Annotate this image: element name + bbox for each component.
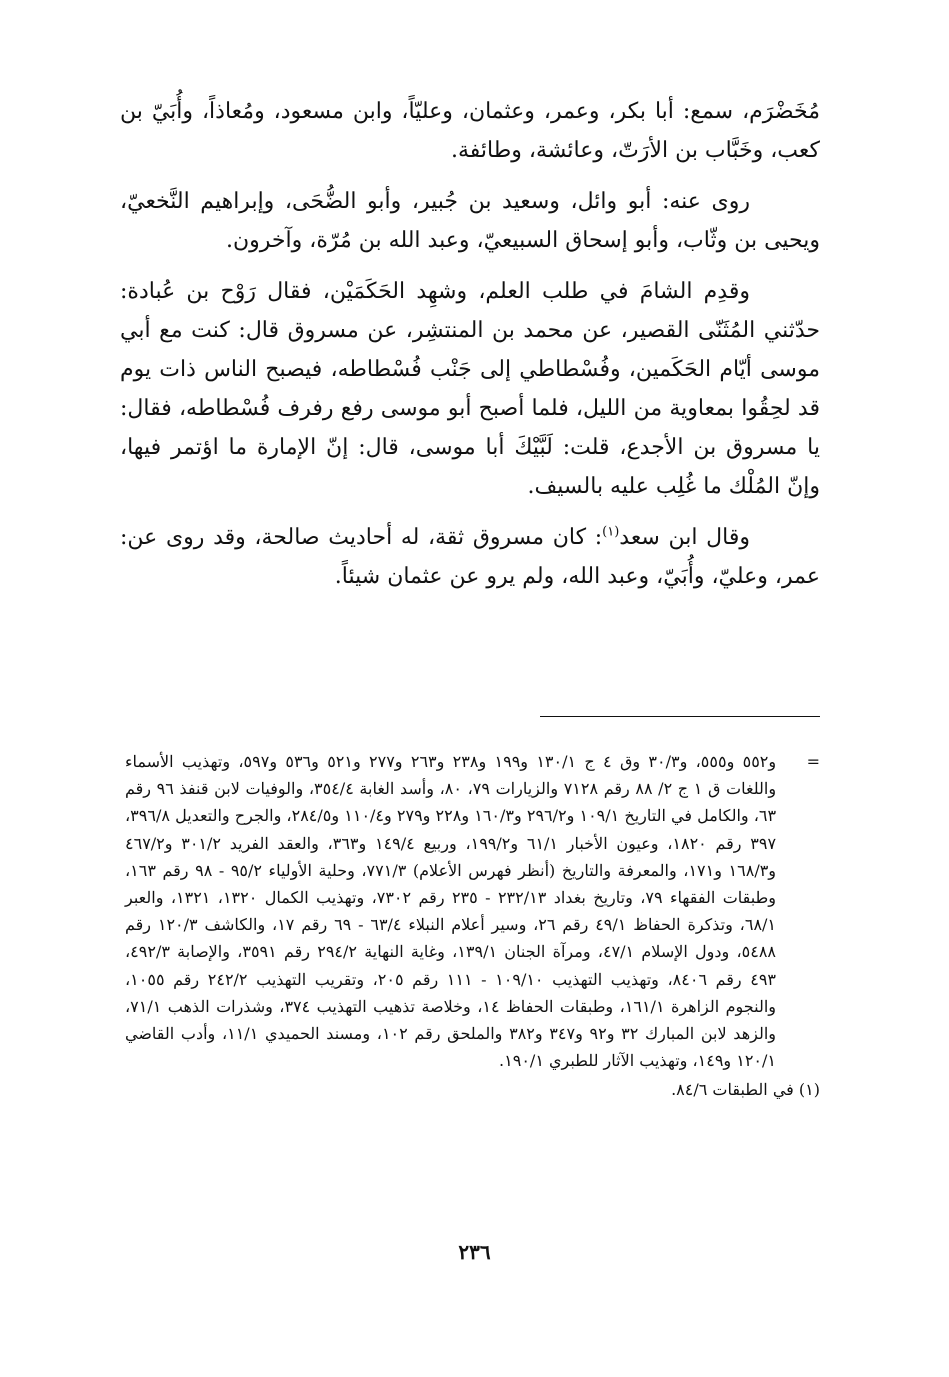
continuation-marker: = [806, 752, 820, 771]
footnote-1-text: في الطبقات ٨٤/٦. [671, 1080, 794, 1100]
ibn-saad-text-start: وقال ابن سعد [619, 525, 750, 550]
page-number: ٢٣٦ [458, 1240, 491, 1264]
paragraph-ibn-saad [120, 518, 820, 596]
footnote-1-marker: (١) [798, 1080, 820, 1100]
ibn-saad-text-end: : كان مسروق ثقة، له أحاديث صالحة، وقد روى عن: عمر، وعليّ، وأُبَيّ، وعبد الله، ولم يرو عن عثمان شيئاً. [120, 525, 820, 589]
paragraph-narrators: روى عنه: أبو وائل، وسعيد بن جُبير، وأبو الضُّحَى، وإبراهيم النَّخعيّ، ويحيى بن وثّاب، وأبو إسحاق السبيعيّ، وعبد الله بن مُرّة، وآخرون. [120, 189, 820, 253]
footnotes [125, 748, 820, 1104]
main-text [120, 92, 820, 608]
paragraph-biography: مُخَضْرَم، سمع: أبا بكر، وعمر، وعثمان، وعليّاً، وابن مسعود، ومُعاذاً، وأُبَيّ بن كعب، وخَبَّاب بن الأرَتّ، وعائشة، وطائفة. [120, 99, 820, 163]
footnote-ref: (١) [602, 524, 620, 540]
footnote-sources: و٥٥٢ و٥٥٥، و٣٠/٣ وق ٤ ج ١٣٠/١ و١٩٩ و٢٣٨ و٢٦٣ و٢٧٧ و٥٢١ و٥٣٦ و٥٩٧، وتهذيب الأسماء واللغات ق ١ ج ٢/ ٨٨ رقم ٧١٢٨ والزيارات ٧٩، ٨٠، وأسد الغابة ٣٥٤/٤، والوفيات لابن قنفذ ٩٦ رقم ٦٣، والكامل في التاريخ ١٠٩/١ و٢٩٦/٢ و١٦٠/٣ و٢٢٨ و٢٧٩ و١١٠/٤ و٢٨٤/٥، والجرح والتعديل ٣٩٦/٨، ٣٩٧ رقم ١٨٢٠، وعيون الأخبار ٦١/١ و١٩٩/٢، وربيع ١٤٩/٤ و٣٦٣، والعقد الفريد ٣٠١/٢ و٤٦٧/٢ و١٦٨/٣ و١٧١، والمعرفة والتاريخ (أنظر فهرس الأعلام) ٧٧١/٣، وحلية الأولياء ٩٥/٢ - ٩٨ رقم ١٦٣، وطبقات الفقهاء ٧٩، وتاريخ بغداد ٢٣٢/١٣ - ٢٣٥ رقم ٧٣٠٢، وتهذيب الكمال ١٣٢٠، ١٣٢١، والعبر ٦٨/١، وتذكرة الحفاظ ٤٩/١ رقم ٢٦، وسير أعلام النبلاء ٦٣/٤ - ٦٩ رقم ١٧، والكاشف ١٢٠/٣ رقم ٥٤٨٨، ودول الإسلام ٤٧/١، ومرآة الجنان ١٣٩/١، وغاية النهاية ٢٩٤/٢ رقم ٣٥٩١، والإصابة ٤٩٢/٣، ٤٩٣ رقم ٨٤٠٦، وتهذيب التهذيب ١٠٩/١٠ - ١١١ رقم ٢٠٥، وتقريب التهذيب ٢٤٢/٢ رقم ١٠٥٥، والنجوم الزاهرة ١٦١/١، وطبقات الحفاظ ١٤، وخلاصة تذهيب التهذيب ٣٧٤، وشذرات الذهب ٧١/١، والزهد لابن المبارك ٣٢ و٩٢ و٣٤٧ و٣٨٢ والملحق رقم ١٠٢، ومسند الحميدي ١١/١، وأدب القاضي ١٢٠/١ و١٤٩، وتهذيب الآثار للطبري ١٩٠/١. [125, 752, 777, 1071]
footnote-1 [125, 1076, 820, 1103]
paragraph-story: وقدِم الشامَ في طلب العلم، وشهِد الحَكَمَيْن، فقال رَوْح بن عُبادة: حدّثني المُثَنّى القصير، عن محمد بن المنتشِر، عن مسروق قال: كنت مع أبي موسى أيّام الحَكَمين، وفُسْطاطي إلى جَنْب فُسْطاطه، فيصبح الناس ذات يوم قد لحِقُوا بمعاوية من الليل، فلما أصبح أبو موسى رفع رفرف فُسْطاطه، فقال: يا مسروق بن الأجدع، قلت: لَبَّيْكَ أبا موسى، قال: إنّ الإمارة ما اؤتمر فيها، وإنّ المُلْك ما غُلِب عليه بالسيف. [120, 279, 820, 499]
footnote-continuation [125, 748, 820, 1074]
footnote-separator [540, 716, 820, 717]
